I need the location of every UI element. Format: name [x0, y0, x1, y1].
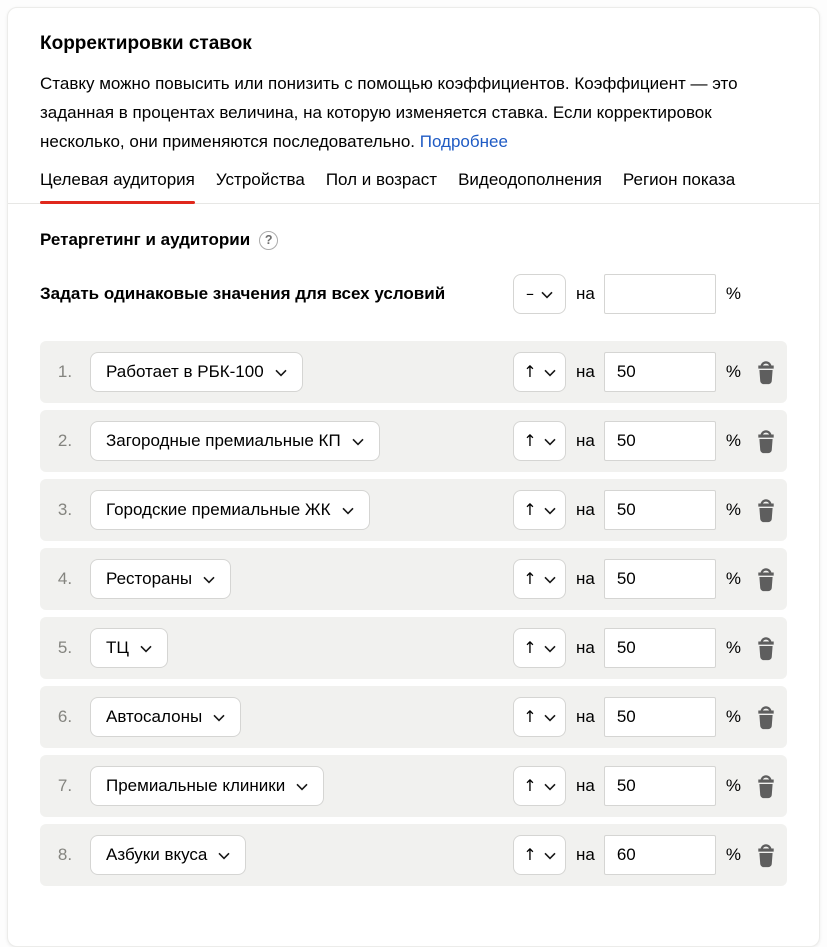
condition-select[interactable]: [90, 421, 380, 461]
adjustment-row-4: [40, 548, 787, 610]
delete-row-button[interactable]: [754, 635, 778, 661]
tab-target-audience[interactable]: Целевая аудитория: [40, 170, 195, 203]
page-title: Корректировки ставок: [40, 33, 252, 54]
delete-row-button[interactable]: [754, 566, 778, 592]
condition-select-value: Азбуки вкуса: [106, 845, 208, 864]
delete-row-button[interactable]: [754, 704, 778, 730]
row-number: 3.: [57, 500, 73, 519]
condition-select-value: Рестораны: [106, 569, 193, 588]
percent-value-input[interactable]: [604, 628, 716, 668]
row-controls: [513, 559, 787, 599]
percent-sign: %: [725, 638, 741, 657]
chevron-down-icon: [352, 438, 364, 446]
chevron-down-icon: [213, 714, 225, 722]
chevron-down-icon: [544, 438, 556, 446]
adjustment-row-2: [40, 410, 787, 472]
row-controls: [513, 697, 787, 737]
tab-region[interactable]: Регион показа: [622, 170, 736, 189]
question-mark-circle-icon[interactable]: ?: [259, 231, 278, 250]
set-all-direction-select[interactable]: [513, 274, 566, 314]
adjustment-row-6: [40, 686, 787, 748]
preposition-label: на: [576, 362, 595, 381]
row-controls: [513, 766, 787, 806]
row-number: 8.: [57, 845, 73, 864]
direction-up-value: ↑: [523, 431, 537, 450]
preposition-label: на: [576, 500, 595, 519]
direction-up-value: ↑: [523, 500, 537, 519]
condition-select[interactable]: [90, 628, 168, 668]
chevron-down-icon: [544, 852, 556, 860]
section-header: [40, 230, 787, 250]
condition-select[interactable]: [90, 697, 241, 737]
row-number: 7.: [57, 776, 73, 795]
direction-select[interactable]: [513, 835, 566, 875]
condition-select-value: Премиальные клиники: [106, 776, 286, 795]
preposition-label: на: [576, 431, 595, 450]
chevron-down-icon: [140, 645, 152, 653]
chevron-down-icon: [275, 369, 287, 377]
section-title: Ретаргетинг и аудитории: [40, 230, 251, 249]
adjustment-row-8: [40, 824, 787, 886]
condition-select-value: ТЦ: [106, 638, 129, 657]
tab-video-extensions[interactable]: Видеодополнения: [458, 170, 602, 189]
bid-adjustments-panel: [7, 7, 820, 947]
percent-sign: %: [725, 362, 741, 381]
adjustment-rows-list: [40, 341, 787, 886]
trash-icon: [755, 498, 777, 523]
delete-row-button[interactable]: [754, 842, 778, 868]
row-number: 4.: [57, 569, 73, 588]
adjustment-row-3: [40, 479, 787, 541]
direction-select[interactable]: [513, 352, 566, 392]
description-text: [40, 69, 787, 156]
chevron-down-icon: [544, 714, 556, 722]
chevron-down-icon: [544, 507, 556, 515]
condition-select-value: Загородные премиальные КП: [106, 431, 341, 450]
preposition-label: на: [576, 707, 595, 726]
direction-select[interactable]: [513, 628, 566, 668]
chevron-down-icon: [544, 576, 556, 584]
adjustment-row-1: [40, 341, 787, 403]
row-number: 5.: [57, 638, 73, 657]
row-controls: [513, 835, 787, 875]
direction-value: –: [526, 284, 534, 303]
chevron-down-icon: [218, 852, 230, 860]
delete-row-button[interactable]: [754, 497, 778, 523]
percent-sign: %: [725, 776, 741, 795]
percent-sign: %: [725, 284, 741, 303]
chevron-down-icon: [544, 369, 556, 377]
chevron-down-icon: [541, 291, 553, 299]
set-all-percent-input[interactable]: [604, 274, 716, 314]
row-number: 2.: [57, 431, 73, 450]
condition-select-value: Городские премиальные ЖК: [106, 500, 331, 519]
percent-value-input[interactable]: [604, 835, 716, 875]
preposition-label: на: [576, 776, 595, 795]
trash-icon: [755, 843, 777, 868]
delete-row-button[interactable]: [754, 359, 778, 385]
percent-value-input[interactable]: [604, 697, 716, 737]
preposition-label: на: [576, 284, 595, 303]
row-number: 1.: [57, 362, 73, 381]
row-number: 6.: [57, 707, 73, 726]
condition-select-value: Автосалоны: [106, 707, 203, 726]
percent-sign: %: [725, 845, 741, 864]
condition-select[interactable]: [90, 766, 324, 806]
set-all-row: [40, 274, 787, 314]
percent-value-input[interactable]: [604, 490, 716, 530]
direction-up-value: ↑: [523, 569, 537, 588]
percent-sign: %: [725, 569, 741, 588]
chevron-down-icon: [544, 645, 556, 653]
row-controls: [513, 490, 787, 530]
preposition-label: на: [576, 638, 595, 657]
tabs-bar: [8, 170, 819, 204]
delete-row-button[interactable]: [754, 773, 778, 799]
condition-select[interactable]: [90, 559, 231, 599]
trash-icon: [755, 567, 777, 592]
delete-row-button[interactable]: [754, 428, 778, 454]
trash-icon: [755, 429, 777, 454]
direction-select[interactable]: [513, 697, 566, 737]
direction-select[interactable]: [513, 559, 566, 599]
chevron-down-icon: [342, 507, 354, 515]
adjustment-row-7: [40, 755, 787, 817]
chevron-down-icon: [203, 576, 215, 584]
direction-up-value: ↑: [523, 638, 537, 657]
percent-sign: %: [725, 431, 741, 450]
percent-value-input[interactable]: [604, 766, 716, 806]
trash-icon: [755, 774, 777, 799]
direction-up-value: ↑: [523, 845, 537, 864]
row-controls: [513, 352, 787, 392]
trash-icon: [755, 636, 777, 661]
trash-icon: [755, 360, 777, 385]
percent-value-input[interactable]: [604, 421, 716, 461]
preposition-label: на: [576, 569, 595, 588]
direction-up-value: ↑: [523, 707, 537, 726]
direction-select[interactable]: [513, 421, 566, 461]
tab-devices[interactable]: Устройства: [215, 170, 305, 189]
chevron-down-icon: [544, 783, 556, 791]
direction-up-value: ↑: [523, 362, 537, 381]
condition-select[interactable]: [90, 352, 303, 392]
set-all-label: Задать одинаковые значения для всех условий: [40, 284, 446, 303]
set-all-controls: [513, 274, 787, 314]
direction-up-value: ↑: [523, 776, 537, 795]
description-body: Ставку можно повысить или понизить с помощью коэффициентов. Коэффициент — это заданная в процентах величина, на которую изменяется ставка. Если корректировок несколько, они применяются последовательно.: [40, 74, 738, 151]
adjustment-row-5: [40, 617, 787, 679]
row-controls: [513, 421, 787, 461]
percent-sign: %: [725, 500, 741, 519]
row-controls: [513, 628, 787, 668]
tab-gender-age[interactable]: Пол и возраст: [325, 170, 438, 189]
percent-value-input[interactable]: [604, 559, 716, 599]
direction-select[interactable]: [513, 766, 566, 806]
percent-sign: %: [725, 707, 741, 726]
direction-select[interactable]: [513, 490, 566, 530]
chevron-down-icon: [296, 783, 308, 791]
condition-select[interactable]: [90, 835, 246, 875]
preposition-label: на: [576, 845, 595, 864]
percent-value-input[interactable]: [604, 352, 716, 392]
learn-more-link[interactable]: Подробнее: [419, 132, 508, 151]
trash-icon: [755, 705, 777, 730]
condition-select[interactable]: [90, 490, 370, 530]
condition-select-value: Работает в РБК-100: [106, 362, 264, 381]
